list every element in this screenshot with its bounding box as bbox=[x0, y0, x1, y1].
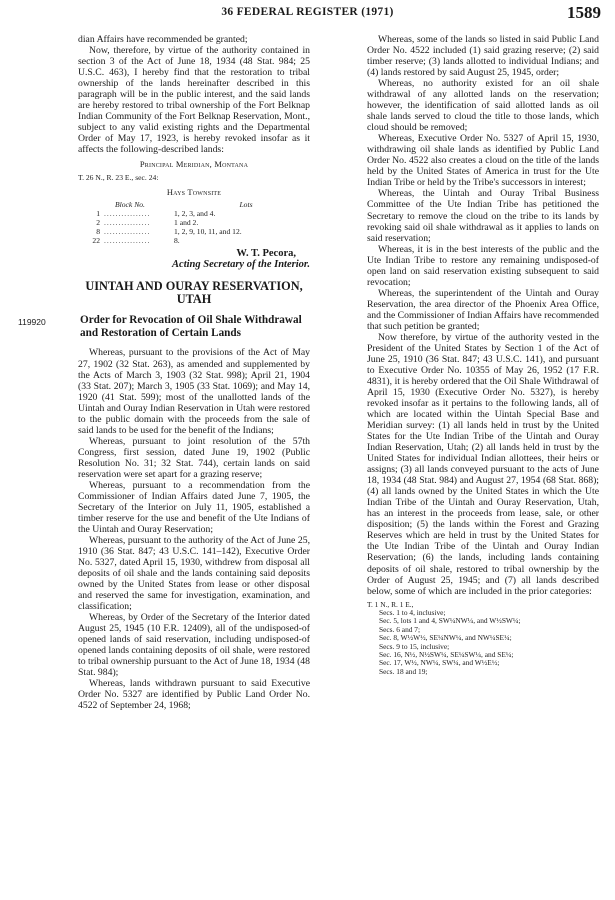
paragraph: Whereas, it is in the best interests of the public and the Ute Indian Tribe to restore any remaining undisposed-of open land on said reservation existing subsequent to said revocation; bbox=[367, 243, 599, 288]
page-header bbox=[0, 3, 615, 22]
schedule-line: Sec. 8, W½W½, SE¼NW¼, and NW¼SE¼; bbox=[379, 633, 512, 643]
paragraph: Whereas, pursuant to a recommendation from the Commissioner of Indian Affairs dated June 7, 1905, the Secretary of the Interior on July 11, 1905, established a timber reserve for the use and benefit of the Ute Indians of the Uintah and Ouray Reservation; bbox=[78, 479, 310, 535]
lots-table bbox=[86, 200, 318, 245]
block-number: 22 bbox=[92, 236, 100, 246]
paragraph: Whereas, pursuant to joint resolution of the 57th Congress, first session, dated June 19, 1902 (Public Resolution No. 31; 32 Stat. 744), certain lands on said reservation were set apart for a grazing reserve; bbox=[78, 435, 310, 480]
townsite-label: Hays Townsite bbox=[166, 187, 222, 198]
meridian-label: Principal Meridian, Montana bbox=[139, 159, 249, 170]
township-line: T. 26 N., R. 23 E., sec. 24: bbox=[78, 173, 159, 183]
lots-table-header bbox=[86, 200, 318, 209]
paragraph: Now therefore, by virtue of the authority vested in the President of the United States by Section 1 of the Act of June 25, 1910 (36 Stat. 847; 43 U.S.C. 141), and pursuant to Executive Order No. 10355 of May 26, 1952 (17 F.R. 4831), it is hereby ordered that the Oil Shale Withdrawal of April 15, 1930 (Executive Order No. 5327), is hereby revoked insofar as it pertains to the following lands, all of which are located within the Uintah Special Base and Meridian survey: (1) all lands held in trust by the United States for the Ute Indian Tribe of the Uintah and Ouray Indian Reservation, Utah; (2) all lands held in trust by the United States for individual Indian allottees, their heirs or assigns; (3) all lands conveyed pursuant to the acts of June 18, 1934 (48 Stat. 984) and August 27, 1954 (68 Stat. 868); (4) all lands owned by the United States in which the Ute Indian Tribe of the Uintah and Ouray Reservation, Utah, has an interest in the proceeds from lease, sale, or other disposition; (5) the lands within the Forest and Grazing Reserves which are held in trust by the United States for the Ute Indian Tribe of the Uintah and Ouray Indian Reservation; (6) the lands, including lands containing deposits of oil shale, restored to tribal ownership by the Order of August 25, 1945; and (7) all lands described below, some of which are included in the prior categories: bbox=[367, 331, 599, 597]
leader-dots: ................ bbox=[104, 218, 151, 228]
schedule-line: Sec. 5, lots 1 and 4, SW¼NW¼, and W½SW¼; bbox=[379, 616, 521, 626]
land-schedule bbox=[367, 601, 599, 677]
document-heading: UINTAH AND OURAY RESERVATION, UTAH bbox=[85, 279, 303, 307]
block-number: 2 bbox=[96, 218, 100, 228]
order-title: Order for Revocation of Oil Shale Withdrawal and Restoration of Certain Lands bbox=[80, 314, 302, 339]
paragraph: Whereas, lands withdrawn pursuant to said Executive Order No. 5327 are identified by Public Land Order No. 4522 of September 24, 1968; bbox=[78, 678, 310, 712]
signer-title: Acting Secretary of the Interior. bbox=[172, 259, 310, 271]
signer-name: W. T. Pecora, bbox=[236, 248, 296, 260]
schedule-line: Sec. 16, N½, N½SW¼, SE¼SW¼, and SE¼; bbox=[379, 650, 514, 660]
paragraph: Whereas, the Uintah and Ouray Tribal Business Committee of the Ute Indian Tribe has petitioned the Secretary to remove the cloud on the tribe to its lands by revoking said oil shale withdrawal as it applies to lands on said reservation; bbox=[367, 188, 599, 244]
schedule-line: Secs. 18 and 19; bbox=[379, 666, 428, 676]
paragraph: Whereas, by Order of the Secretary of the Interior dated August 25, 1945 (10 F.R. 12409), all of the undisposed-of opened lands of said reservation, including undisposed-of opened lands containing deposits of oil shale, were restored to tribal ownership pursuant to the Act of June 18, 1934 (48 Stat. 984); bbox=[78, 612, 310, 679]
schedule-line: Secs. 1 to 4, inclusive; bbox=[379, 608, 446, 617]
paragraph: Whereas, no authority existed for an oil shale withdrawal of any allotted lands on the reservation; however, the identification of said allotted lands as oil shale lands served to cloud the title to those lands, which cloud should be removed; bbox=[367, 78, 599, 134]
lots-header: Lots bbox=[239, 200, 253, 210]
journal-title: 36 FEDERAL REGISTER (1971) bbox=[221, 6, 394, 18]
right-column bbox=[367, 34, 599, 676]
lot-list: 8. bbox=[174, 236, 180, 246]
paragraph: dian Affairs have recommended be granted; bbox=[78, 34, 248, 45]
lot-list: 1, 2, 3, and 4. bbox=[174, 209, 216, 219]
schedule-line: Sec. 17, W½, NW¼, SW¼, and W½E½; bbox=[379, 658, 500, 668]
table-row bbox=[86, 236, 318, 245]
table-row bbox=[86, 218, 318, 227]
schedule-line: Secs. 9 to 15, inclusive; bbox=[379, 641, 450, 651]
paragraph: Whereas, Executive Order No. 5327 of April 15, 1930, withdrawing oil shale lands as identified by Public Land Order No. 4522 also creates a cloud on the title of the lands held by the United States of America in trust for the Ute Indian Tribe or held by the Tribe's successors in interest; bbox=[367, 133, 599, 189]
paragraph: Whereas, some of the lands so listed in said Public Land Order No. 4522 included (1) said grazing reserve; (2) said timber reserve; (3) lands allotted to individual Indians; and (4) lands restored by said August 25, 1945, order; bbox=[367, 34, 599, 79]
schedule-line: Secs. 6 and 7; bbox=[379, 624, 421, 634]
paragraph: Now, therefore, by virtue of the authority contained in section 3 of the Act of June 18, 1934 (48 Stat. 984; 25 U.S.C. 463), I hereby find that the restoration to tribal ownership of the lands hereinafter described in this paragraph will be in the public interest, and the said lands are hereby restored to tribal ownership of the Fort Belknap Indian Community of the Fort Belknap Reservation, Mont., subject to any valid existing rights and the Departmental Order of May 17, 1923, is hereby revoked insofar as it affects the following-described lands: bbox=[78, 45, 310, 156]
block-header: Block No. bbox=[115, 200, 145, 210]
paragraph: Whereas, the superintendent of the Uintah and Ouray Reservation, the area director of the Phoenix Area Office, and the Commissioner of Indian Affairs have recommended that such petition be granted; bbox=[367, 287, 599, 332]
paragraph: Whereas, pursuant to the provisions of the Act of May 27, 1902 (32 Stat. 263), as amended and supplemented by the Acts of March 3, 1903 (32 Stat. 998); April 21, 1904 (33 Stat. 207); March 3, 1905 (33 Stat. 1069); and May 14, 1920 (41 Stat. 599); most of the unallotted lands of the Uintah and Ouray Indian Reservation in Utah were restored to the public domain with the proceeds from the sale of said lands to be used for the benefit of the Indians; bbox=[78, 347, 310, 436]
table-row bbox=[86, 227, 318, 236]
block-number: 1 bbox=[96, 209, 100, 219]
leader-dots: ................ bbox=[104, 236, 151, 246]
leader-dots: ................ bbox=[104, 209, 151, 219]
schedule-line: T. 1 N., R. 1 E., bbox=[367, 599, 414, 609]
leader-dots: ................ bbox=[104, 227, 151, 237]
left-column bbox=[78, 34, 310, 712]
table-row bbox=[86, 209, 318, 218]
lot-list: 1, 2, 9, 10, 11, and 12. bbox=[174, 227, 242, 237]
paragraph: Whereas, pursuant to the authority of the Act of June 25, 1910 (36 Stat. 847; 43 U.S.C. 141–142), Executive Order No. 5327, dated April 15, 1930, withdrew from disposal all deposits of oil shale and the lands containing said deposits owned by the United States from lease or other disposal and reserved the same for investigation, examination, and classification; bbox=[78, 535, 310, 613]
margin-document-number: 119920 bbox=[18, 317, 46, 327]
page-number: 1589 bbox=[567, 3, 601, 22]
block-number: 8 bbox=[96, 227, 100, 237]
lot-list: 1 and 2. bbox=[174, 218, 199, 228]
